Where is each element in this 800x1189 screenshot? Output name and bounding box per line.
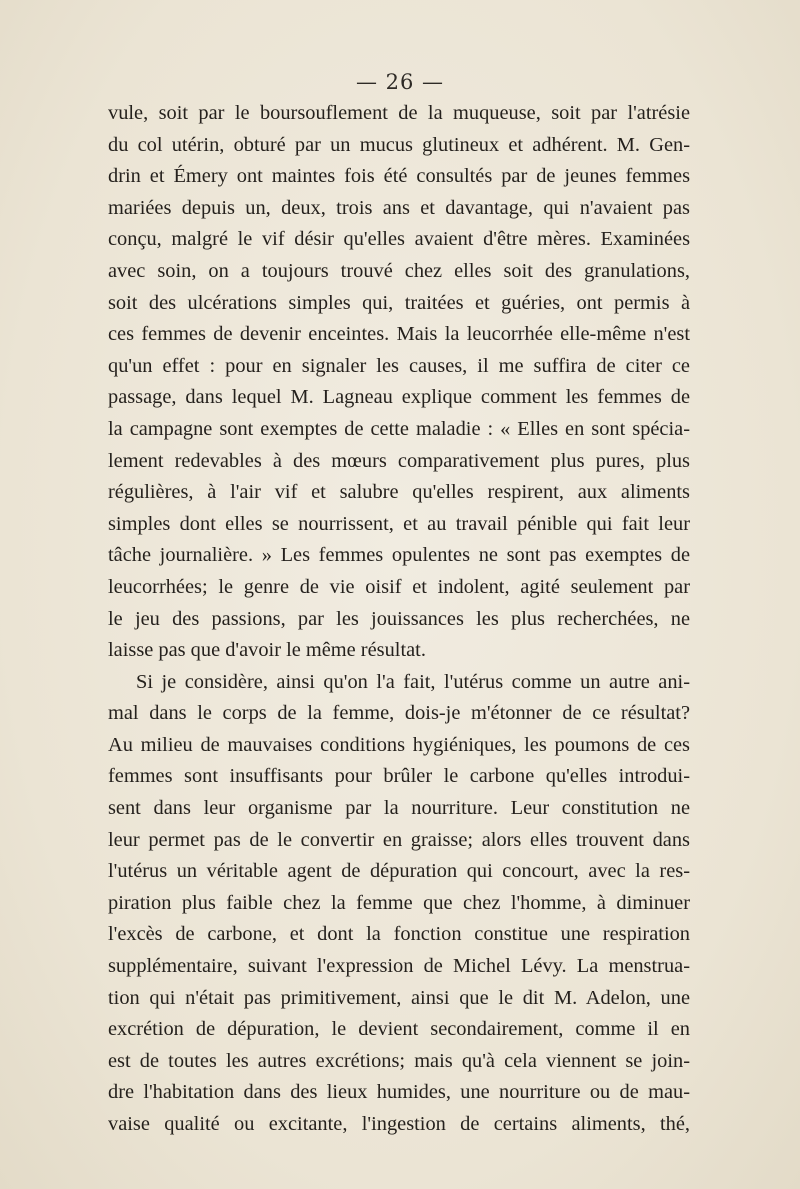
text-line: mal dans le corps de la femme, dois-je m'étonner de ce résultat?: [108, 702, 690, 725]
text-line: régulières, à l'air vif et salubre qu'elles respirent, aux aliments: [108, 481, 690, 504]
text-line: vaise qualité ou excitante, l'ingestion de certains aliments, thé,: [108, 1113, 690, 1135]
text-line: l'utérus un véritable agent de dépuration qui concourt, avec la res-: [108, 860, 690, 883]
text-line: du col utérin, obturé par un mucus glutineux et adhérent. M. Gen-: [108, 133, 690, 156]
paragraph-start-line: Si je considère, ainsi qu'on l'a fait, l'utérus comme un autre ani-: [136, 670, 690, 693]
text-line: tion qui n'était pas primitivement, ainsi que le dit M. Adelon, une: [108, 986, 690, 1009]
text-line: excrétion de dépuration, le devient secondairement, comme il en: [108, 1018, 690, 1041]
body-text: [108, 98, 690, 1141]
text-line: sent dans leur organisme par la nourriture. Leur constitution ne: [108, 797, 690, 820]
text-line: passage, dans lequel M. Lagneau explique comment les femmes de: [108, 386, 690, 409]
text-line: vule, soit par le boursouflement de la muqueuse, soit par l'atrésie: [108, 102, 690, 124]
text-line: ces femmes de devenir enceintes. Mais la leucorrhée elle-même n'est: [108, 323, 690, 346]
text-line: mariées depuis un, deux, trois ans et davantage, qui n'avaient pas: [108, 196, 690, 219]
text-line: l'excès de carbone, et dont la fonction constitue une respiration: [108, 923, 690, 946]
text-line: simples dont elles se nourrissent, et au travail pénible qui fait leur: [108, 512, 690, 535]
text-line: leucorrhées; le genre de vie oisif et indolent, agité seulement par: [108, 575, 690, 598]
text-line: tâche journalière. » Les femmes opulentes ne sont pas exemptes de: [108, 544, 690, 567]
text-line: soit des ulcérations simples qui, traitées et guéries, ont permis à: [108, 291, 690, 314]
text-line: lement redevables à des mœurs comparativement plus pures, plus: [108, 449, 690, 472]
text-line: leur permet pas de le convertir en graisse; alors elles trouvent dans: [108, 828, 690, 851]
text-line: piration plus faible chez la femme que chez l'homme, à diminuer: [108, 891, 690, 914]
text-line: supplémentaire, suivant l'expression de Michel Lévy. La menstrua-: [108, 955, 690, 978]
text-line: la campagne sont exemptes de cette maladie : « Elles en sont spécia-: [108, 417, 690, 440]
text-line: femmes sont insuffisants pour brûler le carbone qu'elles introdui-: [108, 765, 690, 788]
paragraph-end-line: laisse pas que d'avoir le même résultat.: [108, 639, 426, 662]
text-line: qu'un effet : pour en signaler les causes, il me suffira de citer ce: [108, 354, 690, 377]
text-line: drin et Émery ont maintes fois été consultés par de jeunes femmes: [108, 165, 690, 188]
text-line: avec soin, on a toujours trouvé chez elles soit des granulations,: [108, 259, 690, 282]
text-line: Au milieu de mauvaises conditions hygiéniques, les poumons de ces: [108, 733, 690, 756]
text-line: conçu, malgré le vif désir qu'elles avaient d'être mères. Examinées: [108, 228, 690, 251]
text-line: dre l'habitation dans des lieux humides, une nourriture ou de mau-: [108, 1081, 690, 1104]
page-number: — 26 —: [355, 70, 445, 94]
text-line: est de toutes les autres excrétions; mais qu'à cela viennent se join-: [108, 1049, 690, 1072]
text-line: le jeu des passions, par les jouissances les plus recherchées, ne: [108, 607, 690, 630]
